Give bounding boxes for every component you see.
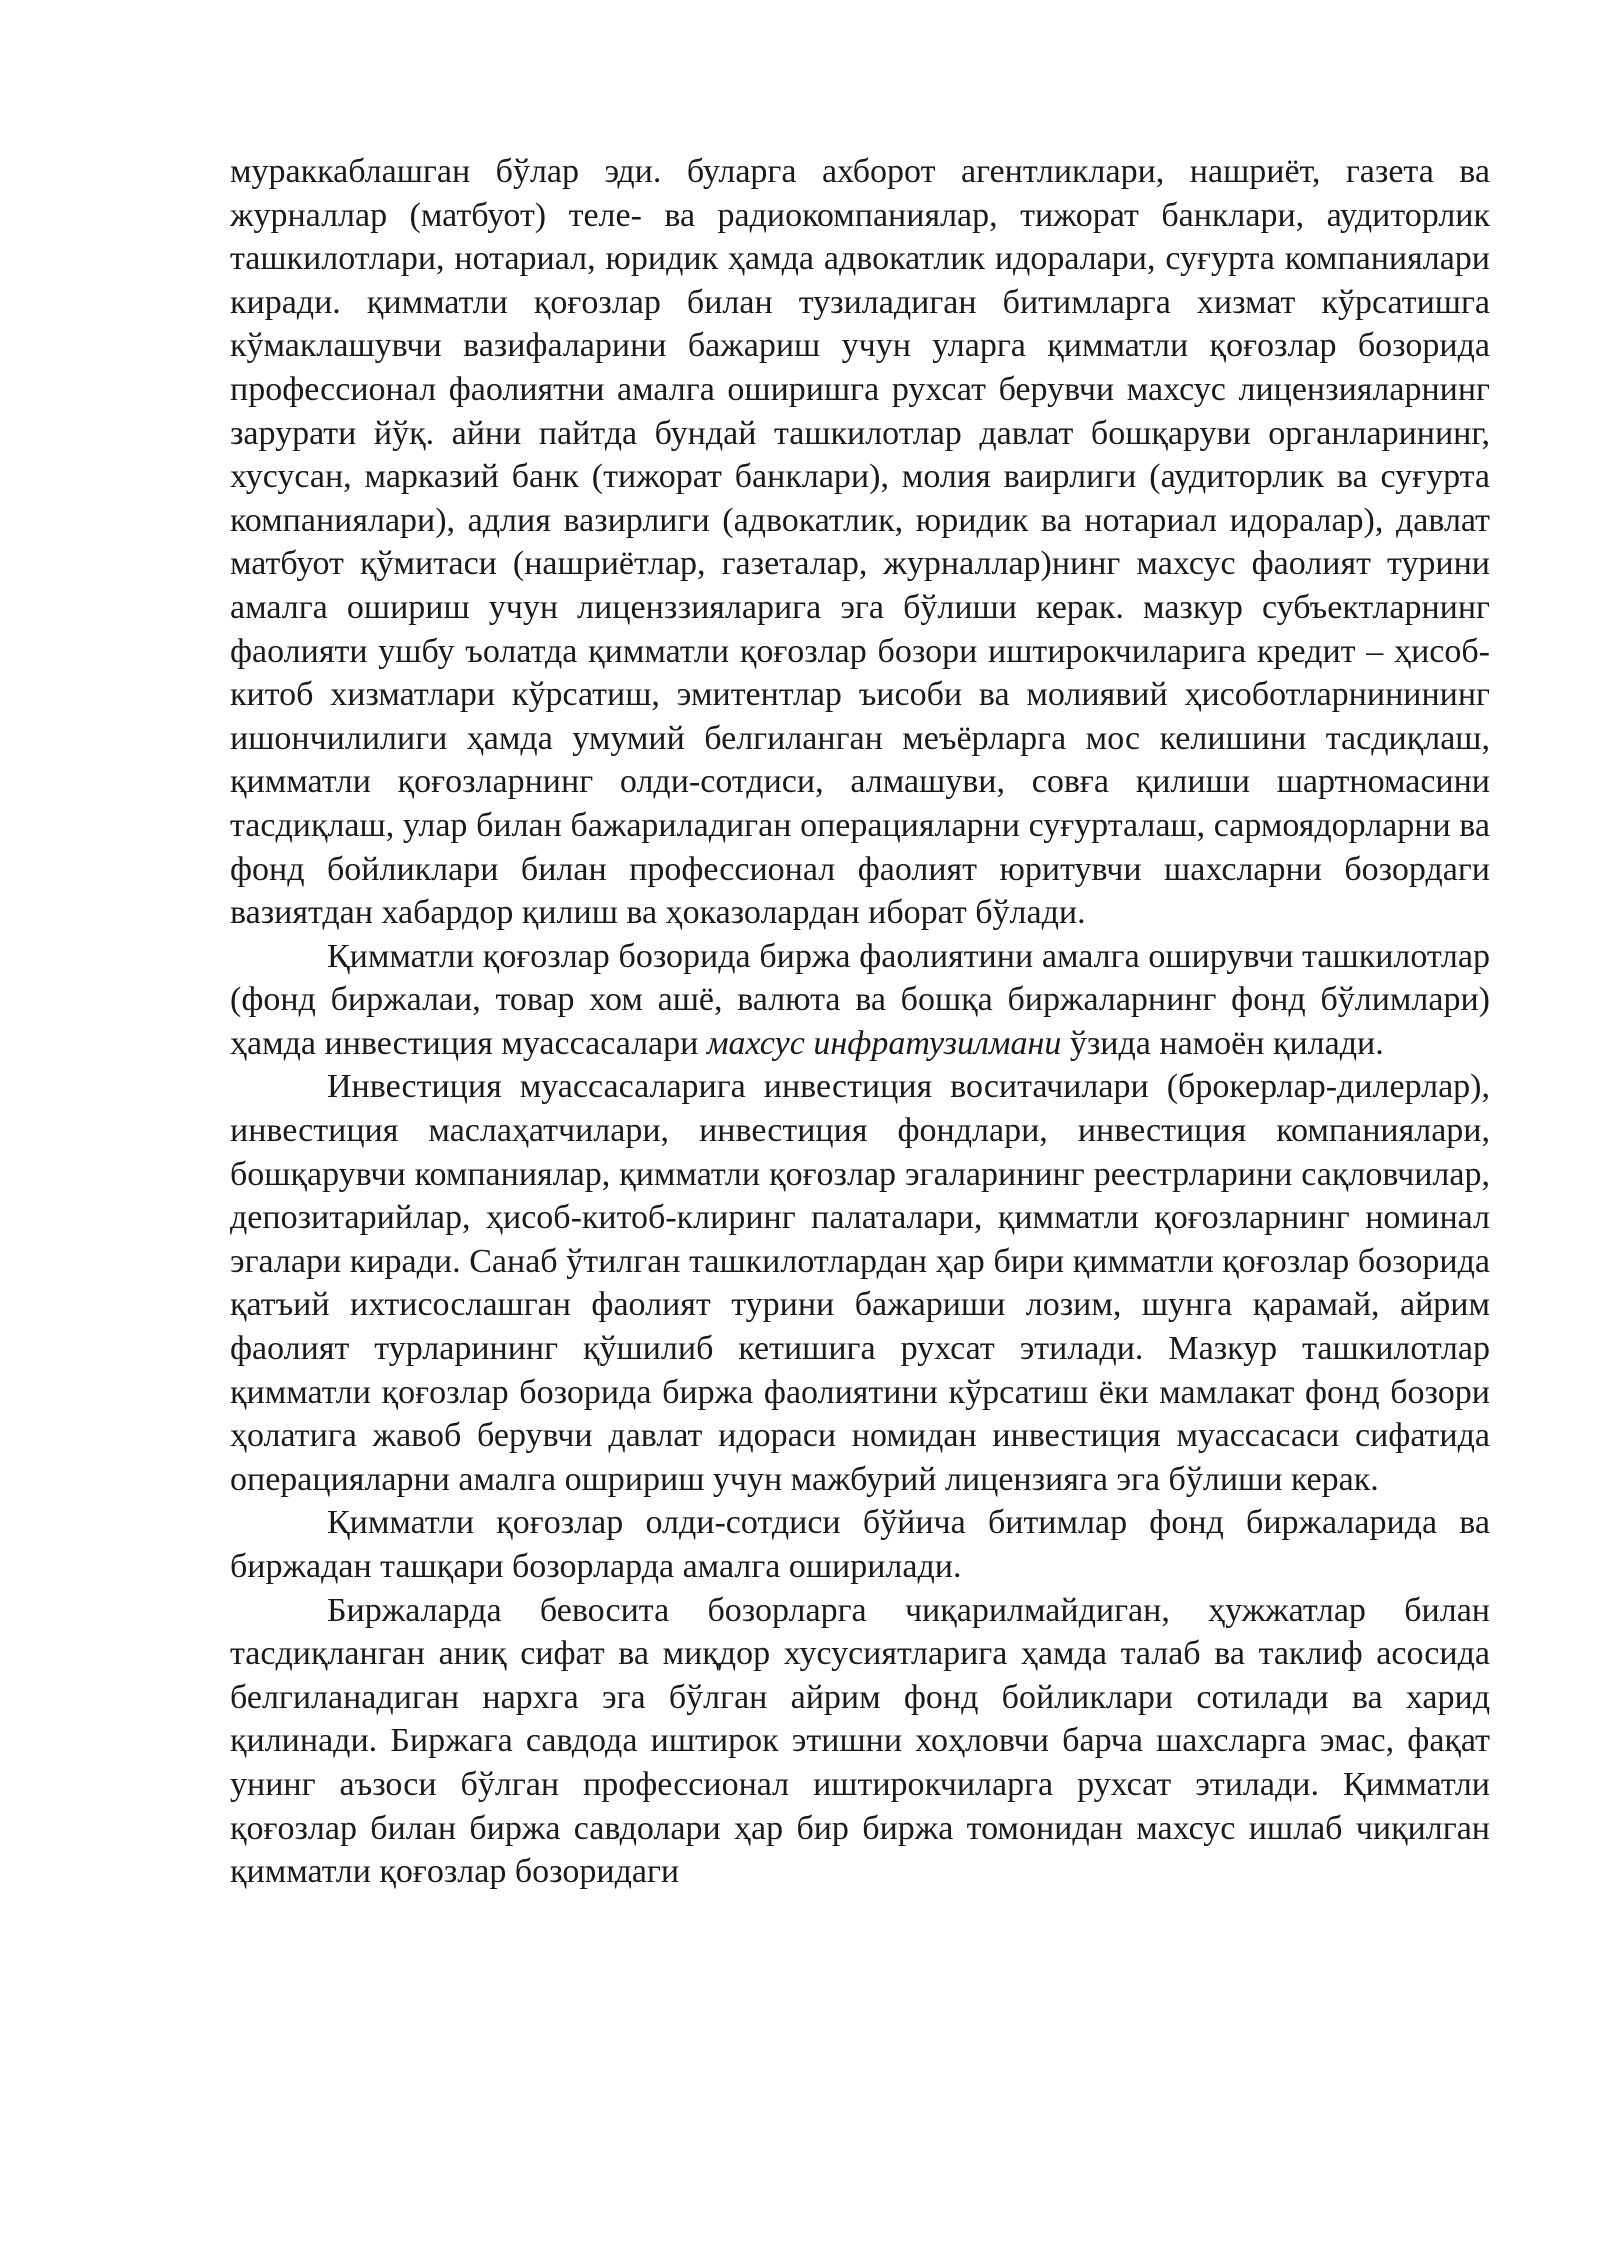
- paragraph-4: Қимматли қоғозлар олди-сотдиси бўйича битимлар фонд биржаларида ва биржадан ташқари бозорларда амалга оширилади.: [230, 1504, 1490, 1585]
- document-body: [230, 150, 1490, 1894]
- paragraph-2-text: Қимматли қоғозлар бозорида биржа фаолиятини амалга оширувчи ташкилотлар (фонд биржалаи, товар хом ашё, валюта ва бошқа биржаларнинг фонд бўлимлари) ҳамда инвестиция муассасалари: [230, 937, 1490, 1062]
- paragraph-2-italic-term: махсус инфратузилмани: [706, 1024, 1062, 1062]
- paragraph-3: Инвестиция муассасаларига инвестиция воситачилари (брокерлар-дилерлар), инвестиция маслаҳатчилари, инвестиция фондлари, инвестиция компаниялари, бошқарувчи компаниялар, қимматли қоғозлар эгаларининг реестрларини сақловчилар, депозитарийлар, ҳисоб-китоб-клиринг палаталари, қимматли қоғозларнинг номинал эгалари киради. Санаб ўтилган ташкилотлардан ҳар бири қимматли қоғозлар бозорида қатъий ихтисослашган фаолият турини бажариши лозим, шунга қарамай, айрим фаолият турларининг қўшилиб кетишига рухсат этилади. Мазкур ташкилотлар қимматли қоғозлар бозорида биржа фаолиятини кўрсатиш ёки мамлакат фонд бозори ҳолатига жавоб берувчи давлат идораси номидан инвестиция муассасаси сифатида операцияларни амалга ошририш учун мажбурий лицензияга эга бўлиши керак.: [230, 1068, 1490, 1498]
- paragraph-5: Биржаларда бевосита бозорларга чиқарилмайдиган, ҳужжатлар билан тасдиқланган аниқ сифат ва миқдор хусусиятларига ҳамда талаб ва таклиф асосида белгиланадиган нархга эга бўлган айрим фонд бойликлари сотилади ва харид қилинади. Биржага савдода иштирок этишни хоҳловчи барча шахсларга эмас, фақат унинг аъзоси бўлган профессионал иштирокчиларга рухсат этилади. Қимматли қоғозлар билан биржа савдолари ҳар бир биржа томонидан махсус ишлаб чиқилган қимматли қоғозлар бозоридаги: [230, 1591, 1490, 1891]
- paragraph-2: [230, 935, 1490, 1066]
- paragraph-1: мураккаблашган бўлар эди. буларга ахборот агентликлари, нашриёт, газета ва журналлар (матбуот) теле- ва радиокомпаниялар, тижорат банклари, аудиторлик ташкилотлари, нотариал, юридик ҳамда адвокатлик идоралари, суғурта компаниялари киради. қимматли қоғозлар билан тузиладиган битимларга хизмат кўрсатишга кўмаклашувчи вазифаларини бажариш учун уларга қимматли қоғозлар бозорида профессионал фаолиятни амалга оширишга рухсат берувчи махсус лицензияларнинг зарурати йўқ. айни пайтда бундай ташкилотлар давлат бошқаруви органларининг, хусусан, марказий банк (тижорат банклари), молия ваирлиги (аудиторлик ва суғурта компаниялари), адлия вазирлиги (адвокатлик, юридик ва нотариал идоралар), давлат матбуот қўмитаси (нашриётлар, газеталар, журналлар)нинг махсус фаолият турини амалга ошириш учун лиценззияларига эга бўлиши керак. мазкур субъектларнинг фаолияти ушбу ъолатда қимматли қоғозлар бозори иштирокчиларига кредит – ҳисоб-китоб хизматлари кўрсатиш, эмитентлар ъисоби ва молиявий ҳисоботларнинининг ишончилилиги ҳамда умумий белгиланган меъёрларга мос келишини тасдиқлаш, қимматли қоғозларнинг олди-сотдиси, алмашуви, совға қилиши шартномасини тасдиқлаш, улар билан бажариладиган операцияларни суғурталаш, сармоядорларни ва фонд бойликлари билан профессионал фаолият юритувчи шахсларни бозордаги вазиятдан хабардор қилиш ва ҳоказолардан иборат бўлади.: [230, 153, 1490, 932]
- paragraph-2-text-end: ўзида намоён қилади.: [1061, 1024, 1384, 1062]
